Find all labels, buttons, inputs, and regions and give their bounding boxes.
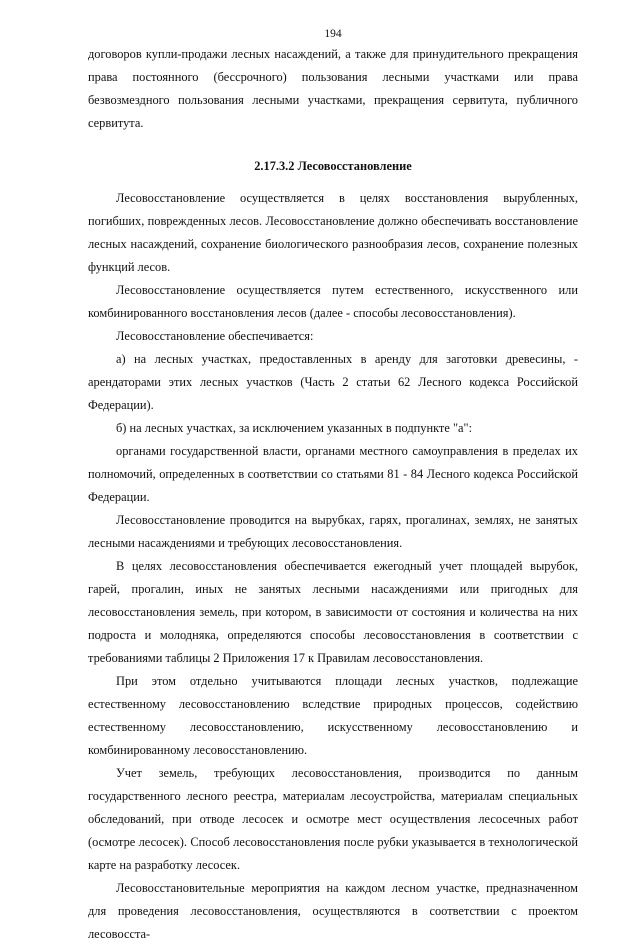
paragraph-methods: Лесовосстановление осуществляется путем естественного, искусственного или комбинированного восстановления лесов (далее - способы лесовосстановления). — [88, 283, 578, 320]
intro-paragraph: договоров купли-продажи лесных насаждений, а также для принудительного прекращения права постоянного (бессрочного) пользования лесными участками или права безвозмездного пользования лесными участками, прекращения сервитута, публичного сервитута. — [88, 47, 578, 130]
paragraph-purpose: Лесовосстановление осуществляется в целях восстановления вырубленных, погибших, поврежденных лесов. Лесовосстановление должно обеспечивать восстановление лесных насаждений, сохранение биологического разнообразия лесов, сохранение полезных функций лесов. — [88, 191, 578, 274]
section-heading: 2.17.3.2 Лесовосстановление — [254, 159, 412, 173]
paragraph-item-a: а) на лесных участках, предоставленных в аренду для заготовки древесины, - арендаторами этих лесных участков (Часть 2 статьи 62 Лесного кодекса Российской Федерации). — [88, 352, 578, 412]
paragraph-land-accounting: Учет земель, требующих лесовосстановления, производится по данным государственного лесного реестра, материалам лесоустройства, материалам специальных обследований, при отводе лесосек и осмотре мест осуществления лесосечных работ (осмотре лесосек). Способ лесовосстановления после рубки указывается в технологической карте на разработку лесосек. — [88, 766, 578, 872]
page-number: 194 — [324, 28, 342, 40]
paragraph-separate-accounting: При этом отдельно учитываются площади лесных участков, подлежащие естественному лесовосстановлению вследствие природных процессов, содействию естественному лесовосстановлению, искусственному лесовосстановлению и комбинированному лесовосстановлению. — [88, 674, 578, 757]
paragraph-measures: Лесовосстановительные мероприятия на каждом лесном участке, предназначенном для проведения лесовосстановления, осуществляются в соответствии с проектом лесовосста- — [88, 881, 578, 941]
paragraph-annual-accounting: В целях лесовосстановления обеспечивается ежегодный учет площадей вырубок, гарей, прогалин, иных не занятых лесными насаждениями или пригодных для лесовосстановления земель, при котором, в зависимости от состояния и количества на них подроста и молодняка, определяются способы лесовосстановления в соответствии с требованиями таблицы 2 Приложения 17 к Правилам лесовосстановления. — [88, 559, 578, 665]
paragraph-where-performed: Лесовосстановление проводится на вырубках, гарях, прогалинах, землях, не занятых лесными насаждениями и требующих лесовосстановления. — [88, 513, 578, 550]
document-page — [88, 28, 578, 946]
paragraph-item-b: б) на лесных участках, за исключением указанных в подпункте "а": — [116, 421, 473, 435]
paragraph-authorities: органами государственной власти, органами местного самоуправления в пределах их полномочий, определенных в соответствии со статьями 81 - 84 Лесного кодекса Российской Федерации. — [88, 444, 578, 504]
paragraph-provided-by: Лесовосстановление обеспечивается: — [116, 329, 314, 343]
